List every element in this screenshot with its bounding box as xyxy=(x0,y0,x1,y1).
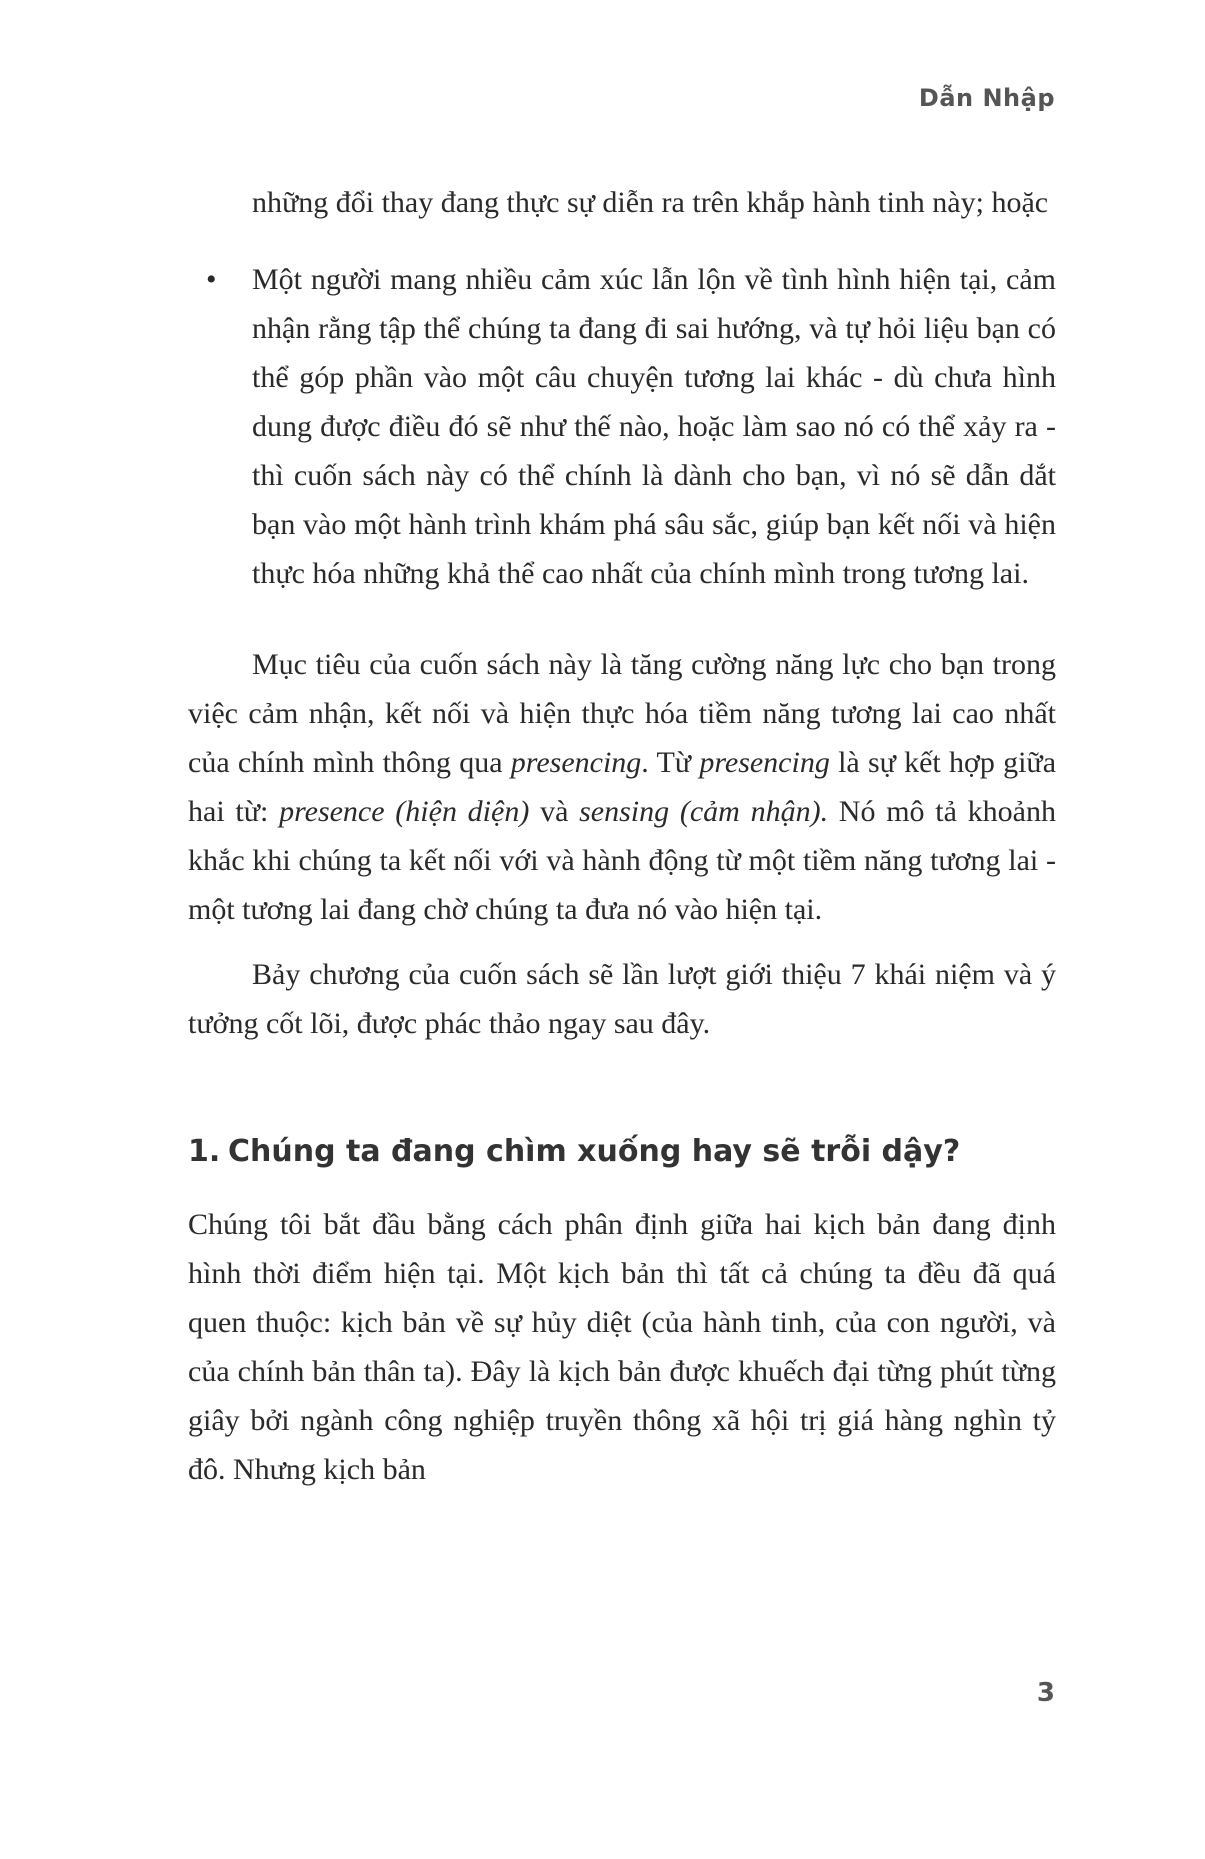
bullet-text: Một người mang nhiều cảm xúc lẫn lộn về tình hình hiện tại, cảm nhận rằng tập thể chúng ta đang đi sai hướng, và tự hỏi liệu bạn có thể góp phần vào một câu chuyện tương lai khác - dù chưa hình dung được điều đó sẽ như thế nào, hoặc làm sao nó có thể xảy ra - thì cuốn sách này có thể chính là dành cho bạn, vì nó sẽ dẫn dắt bạn vào một hành trình khám phá sâu sắc, giúp bạn kết nối và hiện thực hóa những khả thể cao nhất của chính mình trong tương lai. xyxy=(252,263,1056,590)
running-header: Dẫn Nhập xyxy=(918,84,1055,112)
paragraph-goal-text-2: . Từ xyxy=(641,746,700,779)
section-title: Chúng ta đang chìm xuống hay sẽ trỗi dậy? xyxy=(228,1134,961,1169)
paragraph-goal-text-5: Nó mô tả khoảnh khắc khi chúng ta kết nối với và hành động từ một tiềm năng tương lai - một tương lai đang chờ chúng ta đưa nó vào hiện tại. xyxy=(188,795,1056,926)
bullet-list-item xyxy=(206,255,1056,598)
term-presencing: presencing xyxy=(510,746,642,779)
section-body: Chúng tôi bắt đầu bằng cách phân định giữa hai kịch bản đang định hình thời điểm hiện tại. Một kịch bản thì tất cả chúng ta đều đã quá quen thuộc: kịch bản về sự hủy diệt (của hành tinh, của con người, và của chính bản thân ta). Đây là kịch bản được khuếch đại từng phút từng giây bởi ngành công nghiệp truyền thông xã hội trị giá hàng nghìn tỷ đô. Nhưng kịch bản xyxy=(188,1208,1056,1486)
page-body xyxy=(188,178,1056,1494)
continued-bullet-text: những đổi thay đang thực sự diễn ra trên khắp hành tinh này; hoặc xyxy=(252,186,1049,219)
term-sensing: sensing (cảm nhận). xyxy=(579,795,829,828)
page-number: 3 xyxy=(1036,1678,1055,1708)
paragraph-chapters: Bảy chương của cuốn sách sẽ lần lượt giới thiệu 7 khái niệm và ý tưởng cốt lõi, được phác thảo ngay sau đây. xyxy=(188,958,1056,1040)
paragraph-goal-text-4: và xyxy=(529,795,580,828)
paragraph-goal-text-3: là sự kết hợp giữa hai từ: xyxy=(188,746,1057,828)
term-presence: presence (hiện diện) xyxy=(279,795,530,828)
paragraph-goal xyxy=(188,640,1056,934)
bullet-marker: • xyxy=(206,263,217,296)
section-number: 1. xyxy=(188,1134,221,1169)
section-heading xyxy=(188,1130,1056,1174)
paragraph-goal-text-1: Mục tiêu của cuốn sách này là tăng cường năng lực cho bạn trong việc cảm nhận, kết nối và hiện thực hóa tiềm năng tương lai cao nhất của chính mình thông qua xyxy=(188,648,1056,779)
term-presencing-2: presencing xyxy=(699,746,830,779)
